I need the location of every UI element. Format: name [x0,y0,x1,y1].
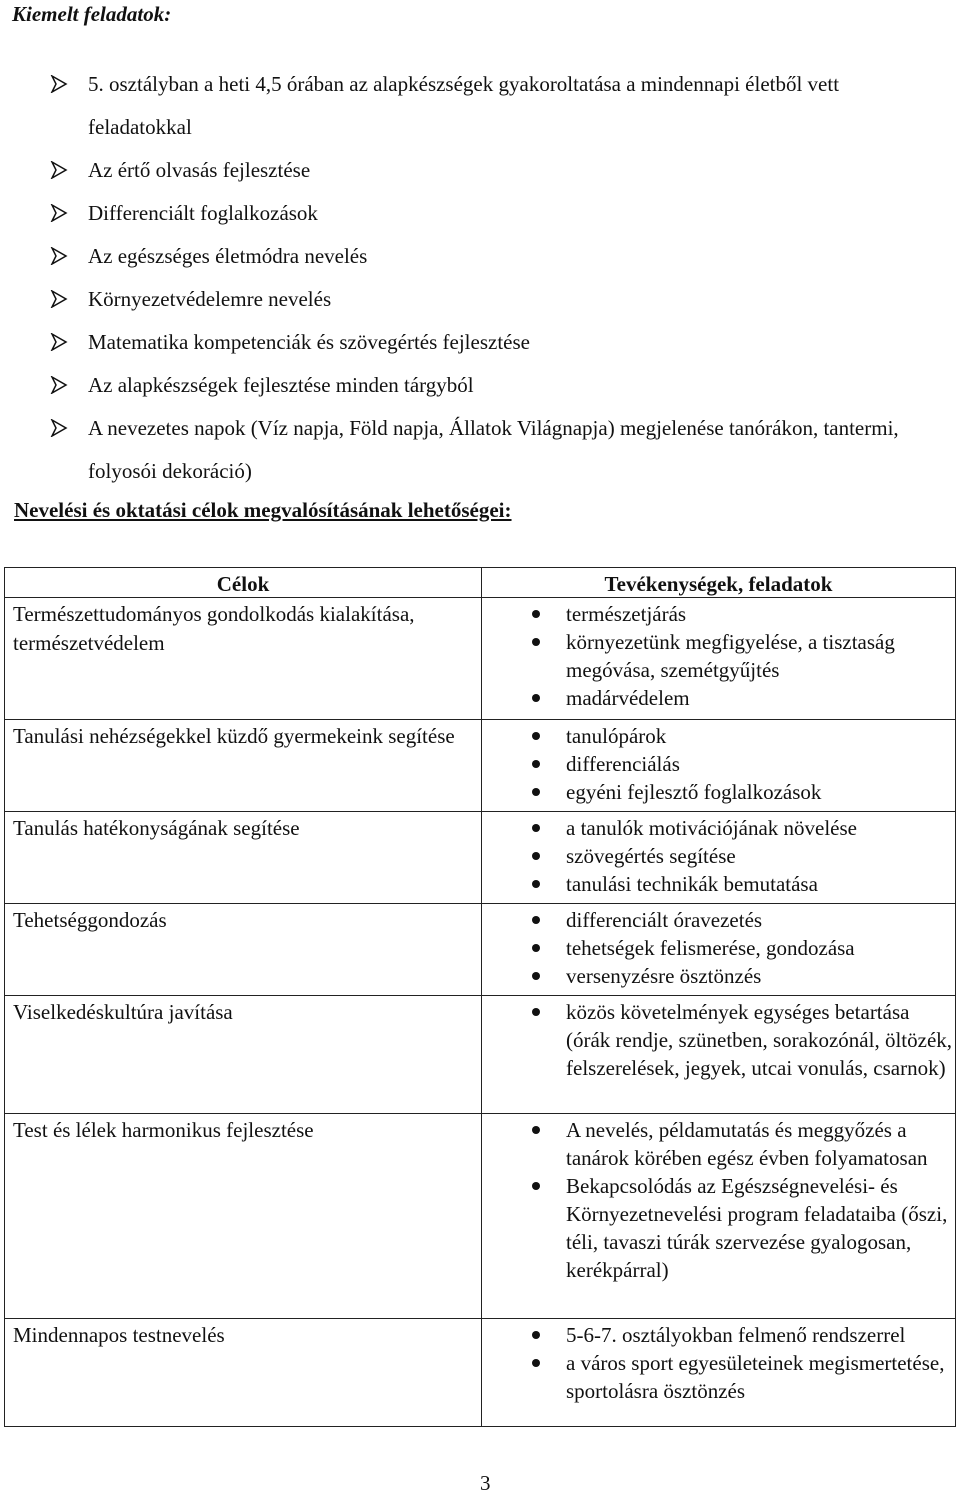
table-row [5,1114,956,1319]
list-item [482,998,955,1082]
bullet-dot-icon [532,1359,540,1367]
list-item [482,750,955,778]
activities-list [482,720,955,806]
activity-text: a város sport egyesületeinek megismertetése, sportolásra ösztönzés [566,1351,945,1403]
list-item [482,1321,955,1349]
arrow-bullet-icon [50,204,68,222]
list-item [482,962,955,990]
activity-text: tanulási technikák bemutatása [566,872,818,896]
list-item: Környezetvédelemre nevelés [50,278,955,321]
bullet-dot-icon [532,824,540,832]
list-item [482,842,955,870]
activity-text: differenciált óravezetés [566,908,763,932]
goal-text: Tehetséggondozás [13,908,167,932]
bullet-dot-icon [532,1182,540,1190]
activity-text: szövegértés segítése [566,844,736,868]
bullet-dot-icon [532,852,540,860]
activities-list [482,904,955,990]
list-item [482,814,955,842]
table-header-row [5,568,956,598]
activities-cell [482,1114,956,1319]
bullet-dot-icon [532,944,540,952]
goal-cell [5,904,482,996]
goal-cell [5,1114,482,1319]
table-row [5,996,956,1114]
table-body [5,598,956,1427]
list-item: Az értő olvasás fejlesztése [50,149,955,192]
activity-text: 5-6-7. osztályokban felmenő rendszerrel [566,1323,906,1347]
goal-text: Tanulás hatékonyságának segítése [13,816,300,840]
list-item: Az alapkészségek fejlesztése minden tárgyból [50,364,955,407]
bullet-dot-icon [532,788,540,796]
goal-cell [5,812,482,904]
bullet-dot-icon [532,972,540,980]
table-row [5,598,956,720]
activity-text: közös követelmények egységes betartása (órák rendje, szünetben, sorakozónál, öltözék, felszerelések, jegyek, utcai vonulás, csarnok) [566,1000,953,1080]
arrow-bullet-icon [50,290,68,308]
activity-text: környezetünk megfigyelése, a tisztaság megóvása, szemétgyűjtés [566,630,895,682]
bullet-dot-icon [532,1126,540,1134]
arrow-bullet-icon [50,419,68,437]
activity-text: madárvédelem [566,686,690,710]
goal-cell [5,598,482,720]
activities-list [482,996,955,1082]
goals-table [4,567,956,1427]
activities-cell [482,1319,956,1427]
table-row [5,812,956,904]
bullet-dot-icon [532,1331,540,1339]
list-item: Differenciált foglalkozások [50,192,955,235]
activities-list [482,1114,955,1284]
activity-text: differenciálás [566,752,680,776]
table-row [5,1319,956,1427]
bullet-dot-icon [532,916,540,924]
bullet-dot-icon [532,732,540,740]
table-row [5,720,956,812]
goal-text: Test és lélek harmonikus fejlesztése [13,1118,314,1142]
arrow-bullet-icon [50,247,68,265]
page-heading: Kiemelt feladatok: [12,2,172,26]
list-item [482,600,955,628]
list-item [482,934,955,962]
list-item: Az egészséges életmódra nevelés [50,235,955,278]
list-item [482,1349,955,1405]
bullet-dot-icon [532,1008,540,1016]
activity-text: versenyzésre ösztönzés [566,964,762,988]
column-header-goals: Célok [5,568,482,598]
table-row [5,904,956,996]
activity-text: tanulópárok [566,724,667,748]
list-item: Matematika kompetenciák és szövegértés fejlesztése [50,321,955,364]
activities-cell [482,904,956,996]
page-number: 3 [480,1471,491,1495]
activity-text: Bekapcsolódás az Egészségnevelési- és Környezetnevelési program feladataiba (őszi, téli, tavaszi túrák szervezése gyalogosan, kerékpárral) [566,1174,948,1282]
goal-text: Mindennapos testnevelés [13,1323,225,1347]
list-item [482,778,955,806]
goal-text: Tanulási nehézségekkel küzdő gyermekeink segítése [13,724,455,748]
arrow-bullet-icon [50,333,68,351]
bullet-dot-icon [532,760,540,768]
key-tasks-list [50,63,955,493]
activities-cell [482,996,956,1114]
list-item [482,684,955,712]
list-item [482,1116,955,1172]
goal-cell [5,1319,482,1427]
activities-cell [482,812,956,904]
list-item [482,722,955,750]
goal-text: Természettudományos gondolkodás kialakítása, természetvédelem [13,602,415,655]
list-item [482,870,955,898]
goal-cell [5,996,482,1114]
goal-text: Viselkedéskultúra javítása [13,1000,233,1024]
activities-list [482,598,955,712]
column-header-activities: Tevékenységek, feladatok [482,568,956,598]
list-item [482,628,955,684]
section-subheading: Nevelési és oktatási célok megvalósításának lehetőségei: [14,498,512,522]
bullet-dot-icon [532,694,540,702]
list-item [482,906,955,934]
arrow-bullet-icon [50,161,68,179]
list-item: 5. osztályban a heti 4,5 órában az alapkészségek gyakoroltatása a mindennapi életből vett feladatokkal [50,63,955,149]
bullet-dot-icon [532,880,540,888]
arrow-bullet-icon [50,75,68,93]
activity-text: tehetségek felismerése, gondozása [566,936,855,960]
bullet-dot-icon [532,638,540,646]
bullet-dot-icon [532,610,540,618]
activities-cell [482,598,956,720]
activity-text: egyéni fejlesztő foglalkozások [566,780,822,804]
activities-cell [482,720,956,812]
activity-text: a tanulók motivációjának növelése [566,816,857,840]
activity-text: A nevelés, példamutatás és meggyőzés a tanárok körében egész évben folyamatosan [566,1118,928,1170]
activities-list [482,1319,955,1405]
activity-text: természetjárás [566,602,687,626]
list-item [482,1172,955,1284]
arrow-bullet-icon [50,376,68,394]
goal-cell [5,720,482,812]
activities-list [482,812,955,898]
list-item: A nevezetes napok (Víz napja, Föld napja, Állatok Világnapja) megjelenése tanórákon, tantermi, folyosói dekoráció) [50,407,955,493]
